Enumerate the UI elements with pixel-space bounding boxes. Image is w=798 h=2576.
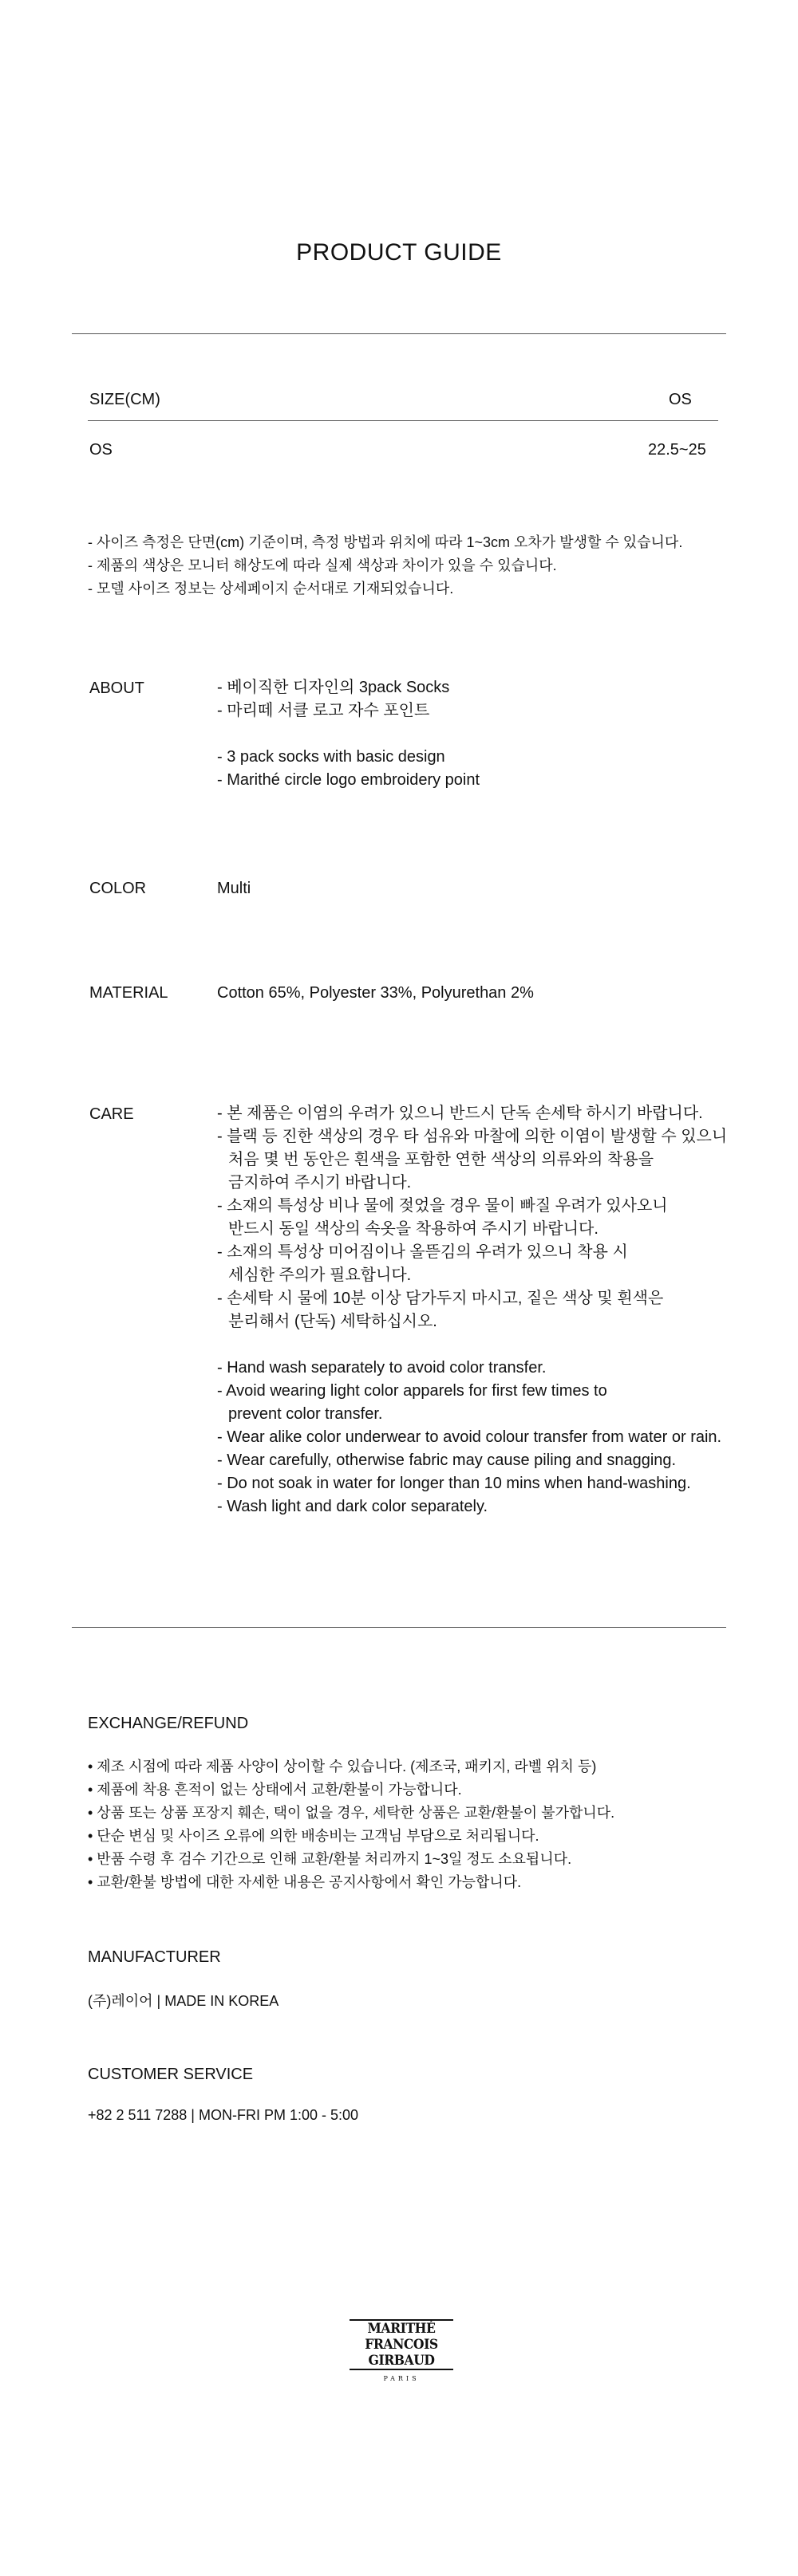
size-row-value: 22.5~25 <box>648 441 706 459</box>
care-line: - 소재의 특성상 비나 물에 젖었을 경우 물이 빠질 우려가 있사오니 <box>217 1197 668 1215</box>
care-line: 세심한 주의가 필요합니다. <box>228 1266 412 1284</box>
exchange-item: • 제품에 착용 흔적이 없는 상태에서 교환/환불이 가능합니다. <box>88 1782 462 1798</box>
size-row-label: OS <box>89 441 113 459</box>
care-line: - Do not soak in water for longer than 10 mins when hand-washing. <box>217 1475 691 1492</box>
size-notes <box>88 531 682 601</box>
color-value: Multi <box>217 880 251 897</box>
care-line: 분리해서 (단독) 세탁하십시오. <box>228 1313 437 1330</box>
size-note: - 제품의 색상은 모니터 해상도에 따라 실제 색상과 차이가 있을 수 있습니다. <box>88 557 557 573</box>
about-line: - Marithé circle logo embroidery point <box>217 771 480 789</box>
manufacturer-value: (주)레이어 | MADE IN KOREA <box>88 1993 279 2009</box>
care-line: 금지하여 주시기 바랍니다. <box>228 1174 412 1191</box>
page-title: PRODUCT GUIDE <box>296 239 502 266</box>
about-text <box>217 676 480 792</box>
size-header-label: SIZE(CM) <box>89 391 160 408</box>
care-line: - 소재의 특성상 미어짐이나 올뜯김의 우려가 있으니 착용 시 <box>217 1243 628 1261</box>
exchange-item: • 단순 변심 및 사이즈 오류에 의한 배송비는 고객님 부담으로 처리됩니다. <box>88 1828 539 1844</box>
logo-word: GIRBAUD <box>368 2353 435 2369</box>
exchange-item: • 상품 또는 상품 포장지 훼손, 택이 없을 경우, 세탁한 상품은 교환/환불이 불가합니다. <box>88 1805 615 1821</box>
exchange-item: • 제조 시점에 따라 제품 사양이 상이할 수 있습니다. (제조국, 패키지, 라벨 위치 등) <box>88 1759 597 1774</box>
about-line: - 베이직한 디자인의 3pack Socks <box>217 679 450 696</box>
top-divider <box>72 333 726 334</box>
about-line: - 마리떼 서클 로고 자수 포인트 <box>217 702 430 719</box>
care-label: CARE <box>89 1105 134 1123</box>
customer-service-value: +82 2 511 7288 | MON-FRI PM 1:00 - 5:00 <box>88 2107 359 2123</box>
brand-logo <box>345 2319 458 2382</box>
material-label: MATERIAL <box>89 984 168 1002</box>
logo-word: MARITHÉ <box>367 2321 436 2337</box>
care-line: - Wear carefully, otherwise fabric may cause piling and snagging. <box>217 1451 677 1469</box>
size-note: - 모델 사이즈 정보는 상세페이지 순서대로 기재되었습니다. <box>88 581 454 597</box>
care-line: - Hand wash separately to avoid color transfer. <box>217 1359 547 1377</box>
exchange-item: • 반품 수령 후 검수 기간으로 인해 교환/환불 처리까지 1~3일 정도 소요됩니다. <box>88 1851 572 1867</box>
size-note: - 사이즈 측정은 단면(cm) 기준이며, 측정 방법과 위치에 따라 1~3cm 오차가 발생할 수 있습니다. <box>88 534 683 550</box>
logo-word: FRANCOIS <box>365 2337 438 2353</box>
color-label: COLOR <box>89 880 147 897</box>
care-line: - Wash light and dark color separately. <box>217 1498 488 1515</box>
care-line: 처음 몇 번 동안은 흰색을 포함한 연한 색상의 의류와의 착용을 <box>228 1151 654 1168</box>
care-line: - 본 제품은 이염의 우려가 있으니 반드시 단독 손세탁 하시기 바랍니다. <box>217 1105 703 1122</box>
logo-sub: PARIS <box>383 2375 420 2382</box>
about-line: - 3 pack socks with basic design <box>217 748 445 766</box>
manufacturer-heading: MANUFACTURER <box>88 1948 221 1966</box>
about-label: ABOUT <box>89 679 144 697</box>
care-line: - Wear alike color underwear to avoid colour transfer from water or rain. <box>217 1428 722 1446</box>
exchange-heading: EXCHANGE/REFUND <box>88 1715 249 1732</box>
exchange-list <box>88 1755 614 1894</box>
middle-divider <box>72 1627 726 1628</box>
care-text <box>217 1102 727 1518</box>
material-value: Cotton 65%, Polyester 33%, Polyurethan 2% <box>217 984 534 1002</box>
care-line: - 손세탁 시 물에 10분 이상 담가두지 마시고, 짙은 색상 및 흰색은 <box>217 1290 664 1307</box>
exchange-item: • 교환/환불 방법에 대한 자세한 내용은 공지사항에서 확인 가능합니다. <box>88 1874 522 1890</box>
care-line: - 블랙 등 진한 색상의 경우 타 섬유와 마찰에 의한 이염이 발생할 수 있으니 <box>217 1128 728 1145</box>
care-line: prevent color transfer. <box>228 1405 383 1423</box>
size-table-divider <box>88 420 718 421</box>
customer-service-heading: CUSTOMER SERVICE <box>88 2066 254 2083</box>
care-line: 반드시 동일 색상의 속옷을 착용하여 주시기 바랍니다. <box>228 1220 598 1238</box>
care-line: - Avoid wearing light color apparels for first few times to <box>217 1382 607 1400</box>
size-header-value: OS <box>669 391 692 408</box>
